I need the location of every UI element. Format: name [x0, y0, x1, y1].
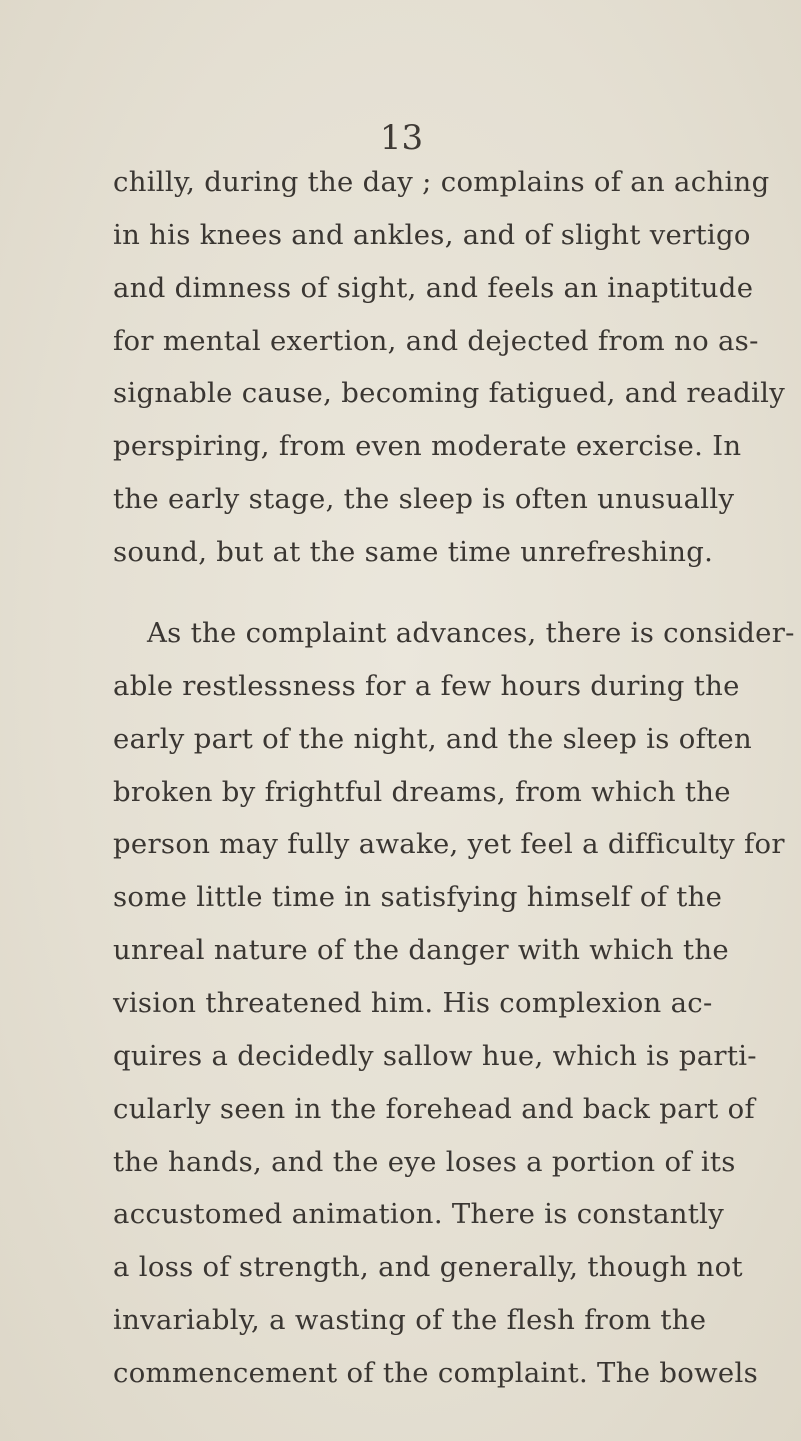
text-line: a loss of strength, and generally, though not — [113, 1251, 743, 1283]
text-line: sound, but at the same time unrefreshing. — [113, 536, 714, 568]
text-line: commencement of the complaint. The bowels — [113, 1357, 759, 1389]
text-line: able restlessness for a few hours during the — [113, 670, 740, 702]
text-line: some little time in satisfying himself of the — [113, 881, 723, 913]
text-line: quires a decidedly sallow hue, which is parti- — [113, 1040, 757, 1072]
text-line: in his knees and ankles, and of slight vertigo — [113, 219, 751, 251]
text-line: chilly, during the day ; complains of an aching — [113, 166, 770, 198]
text-line: unreal nature of the danger with which the — [113, 934, 729, 966]
text-line: vision threatened him. His complexion ac- — [113, 987, 713, 1019]
text-line: the hands, and the eye loses a portion of its — [113, 1146, 736, 1178]
text-line: cularly seen in the forehead and back part of — [113, 1093, 755, 1125]
text-line: signable cause, becoming fatigued, and readily — [113, 377, 786, 409]
text-line: broken by frightful dreams, from which the — [113, 776, 731, 808]
text-line: the early stage, the sleep is often unusually — [113, 483, 735, 515]
text-line: and dimness of sight, and feels an inaptitude — [113, 272, 754, 304]
page-number: 13 — [379, 118, 424, 158]
text-line: As the complaint advances, there is consider- — [147, 617, 795, 649]
text-line: perspiring, from even moderate exercise. In — [113, 430, 742, 462]
text-line: invariably, a wasting of the flesh from the — [113, 1304, 707, 1336]
text-line: early part of the night, and the sleep is often — [113, 723, 752, 755]
text-line: person may fully awake, yet feel a difficulty for — [113, 828, 785, 860]
text-line: for mental exertion, and dejected from no as- — [113, 325, 759, 357]
text-line: accustomed animation. There is constantly — [113, 1198, 725, 1230]
